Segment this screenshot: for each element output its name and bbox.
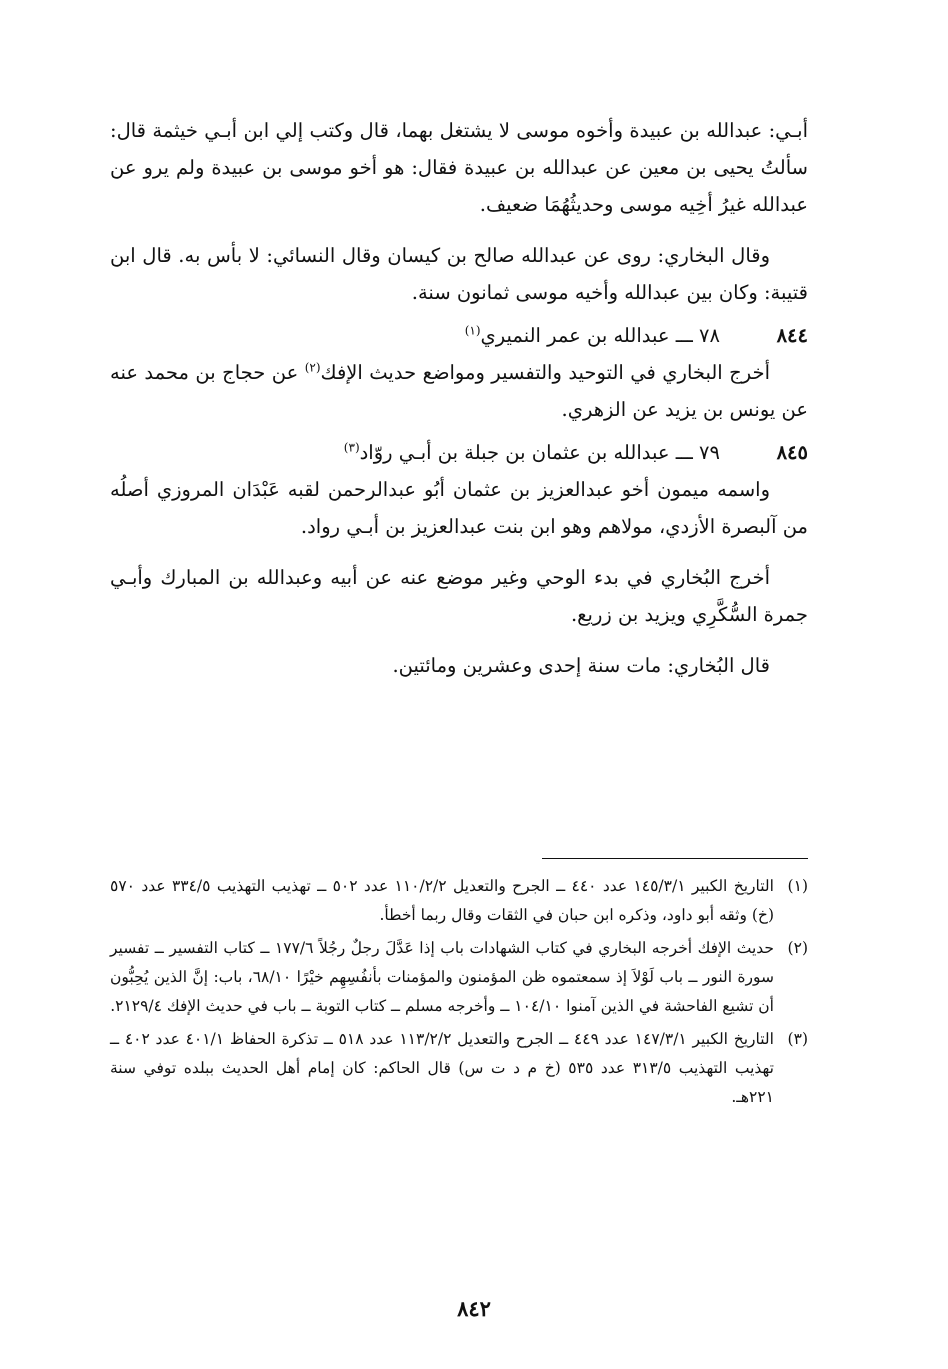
footnote-ref: (٣) bbox=[343, 440, 360, 455]
footnote bbox=[110, 1025, 808, 1112]
footnotes bbox=[110, 872, 808, 1116]
footnote-mark: (٣) bbox=[787, 1030, 808, 1048]
footnote-text: حديث الإفك أخرجه البخاري في كتاب الشهادات باب إذا عَدَّلَ رجلٌ رجُلاً ١٧٧/٦ ــ كتاب التفسير ــ تفسير سورة النور ــ باب لَوْلاَ إذ سمعتموه ظن المؤمنون والمؤمنات بأنفُسِهِم خيْرًا ٦٨/١٠، باب: إنَّ الذين يُحِبُّون أن تشيع الفاحشة في الذين آمنوا ١٠٤/١٠ ــ وأخرجه مسلم ــ كتاب التوبة ــ باب في حديث الإفك ٢١٢٩/٤. bbox=[110, 939, 774, 1015]
entry-title: ٧٩ ـــ عبدالله بن عثمان بن جبلة بن أبـي روّاد$^{(٣)}$ bbox=[343, 440, 720, 464]
entry-heading bbox=[110, 317, 808, 354]
paragraph: واسمه ميمون أخو عبدالعزيز بن عثمان أبُو عبدالرحمن لقبه عَبْدَان المروزي أصلُه من آلبصرة الأزدي، مولاهم وهو ابن بنت عبدالعزيز بن أبـي رواد. bbox=[110, 478, 808, 538]
footnote-ref: (١) bbox=[464, 323, 481, 338]
footnote bbox=[110, 934, 808, 1021]
entry-number: ٨٤٤ bbox=[776, 324, 808, 347]
entry-heading bbox=[110, 434, 808, 471]
footnote-text: التاريخ الكبير ١٤٧/٣/١ عدد ٤٤٩ ــ الجرح والتعديل ١١٣/٢/٢ عدد ٥١٨ ــ تذكرة الحفاظ ٤٠١/١ عدد ٤٠٢ ــ تهذيب التهذيب ٣١٣/٥ عدد ٥٣٥ (خ م د ت س) قال الحاكم: كان إمام أهل الحديث ببلده توفي سنة ٢٢١هـ. bbox=[110, 1030, 774, 1106]
footnote-text: التاريخ الكبير ١٤٥/٣/١ عدد ٤٤٠ ــ الجرح والتعديل ١١٠/٢/٢ عدد ٥٠٢ ــ تهذيب التهذيب ٣٣٤/٥ عدد ٥٧٠ (خ) وثقه أبو داود، وذكره ابن حبان في الثقات وقال ربما أخطأ. bbox=[110, 877, 774, 924]
footnote-ref: (٢) bbox=[304, 360, 321, 375]
paragraph: وقال البخاري: روى عن عبدالله صالح بن كيسان وقال النسائي: لا بأس به. قال ابن قتيبة: وكان بين عبدالله وأخيه موسى ثمانون سنة. bbox=[110, 244, 808, 304]
entry-title: ٧٨ ـــ عبدالله بن عمر النميري$^{(١)}$ bbox=[464, 323, 720, 347]
entry-number: ٨٤٥ bbox=[776, 441, 808, 464]
footnote-mark: (١) bbox=[787, 877, 808, 895]
footnote-separator bbox=[542, 858, 808, 859]
paragraph: أخرج البخاري في التوحيد والتفسير ومواضع حديث الإفك$^{(٢)}$ عن حجاج بن محمد عنه عن يونس بن يزيد عن الزهري. bbox=[110, 360, 808, 421]
paragraph: أبـي: عبدالله بن عبيدة وأخوه موسى لا يشتغل بهما، قال وكتب إلي ابن أبـي خيثمة قال: سألتُ يحيى بن معين عن عبدالله بن عبيدة فقال: هو أخو موسى بن عبيدة ولم يرو عن عبدالله غيرُ أخِيه موسى وحديثُهُمَا ضعيف. bbox=[110, 119, 808, 216]
paragraph: أخرج البُخاري في بدء الوحي وغير موضع عنه عن أبيه وعبدالله بن المبارك وأبـي جمرة السُّكَّرِي ويزيد بن زريع. bbox=[110, 566, 808, 626]
main-text bbox=[110, 112, 808, 684]
footnote-mark: (٢) bbox=[787, 939, 808, 957]
footnote bbox=[110, 872, 808, 930]
page-number: ٨٤٢ bbox=[457, 1296, 491, 1321]
paragraph: قال البُخاري: مات سنة إحدى وعشرين ومائتين. bbox=[392, 654, 770, 677]
